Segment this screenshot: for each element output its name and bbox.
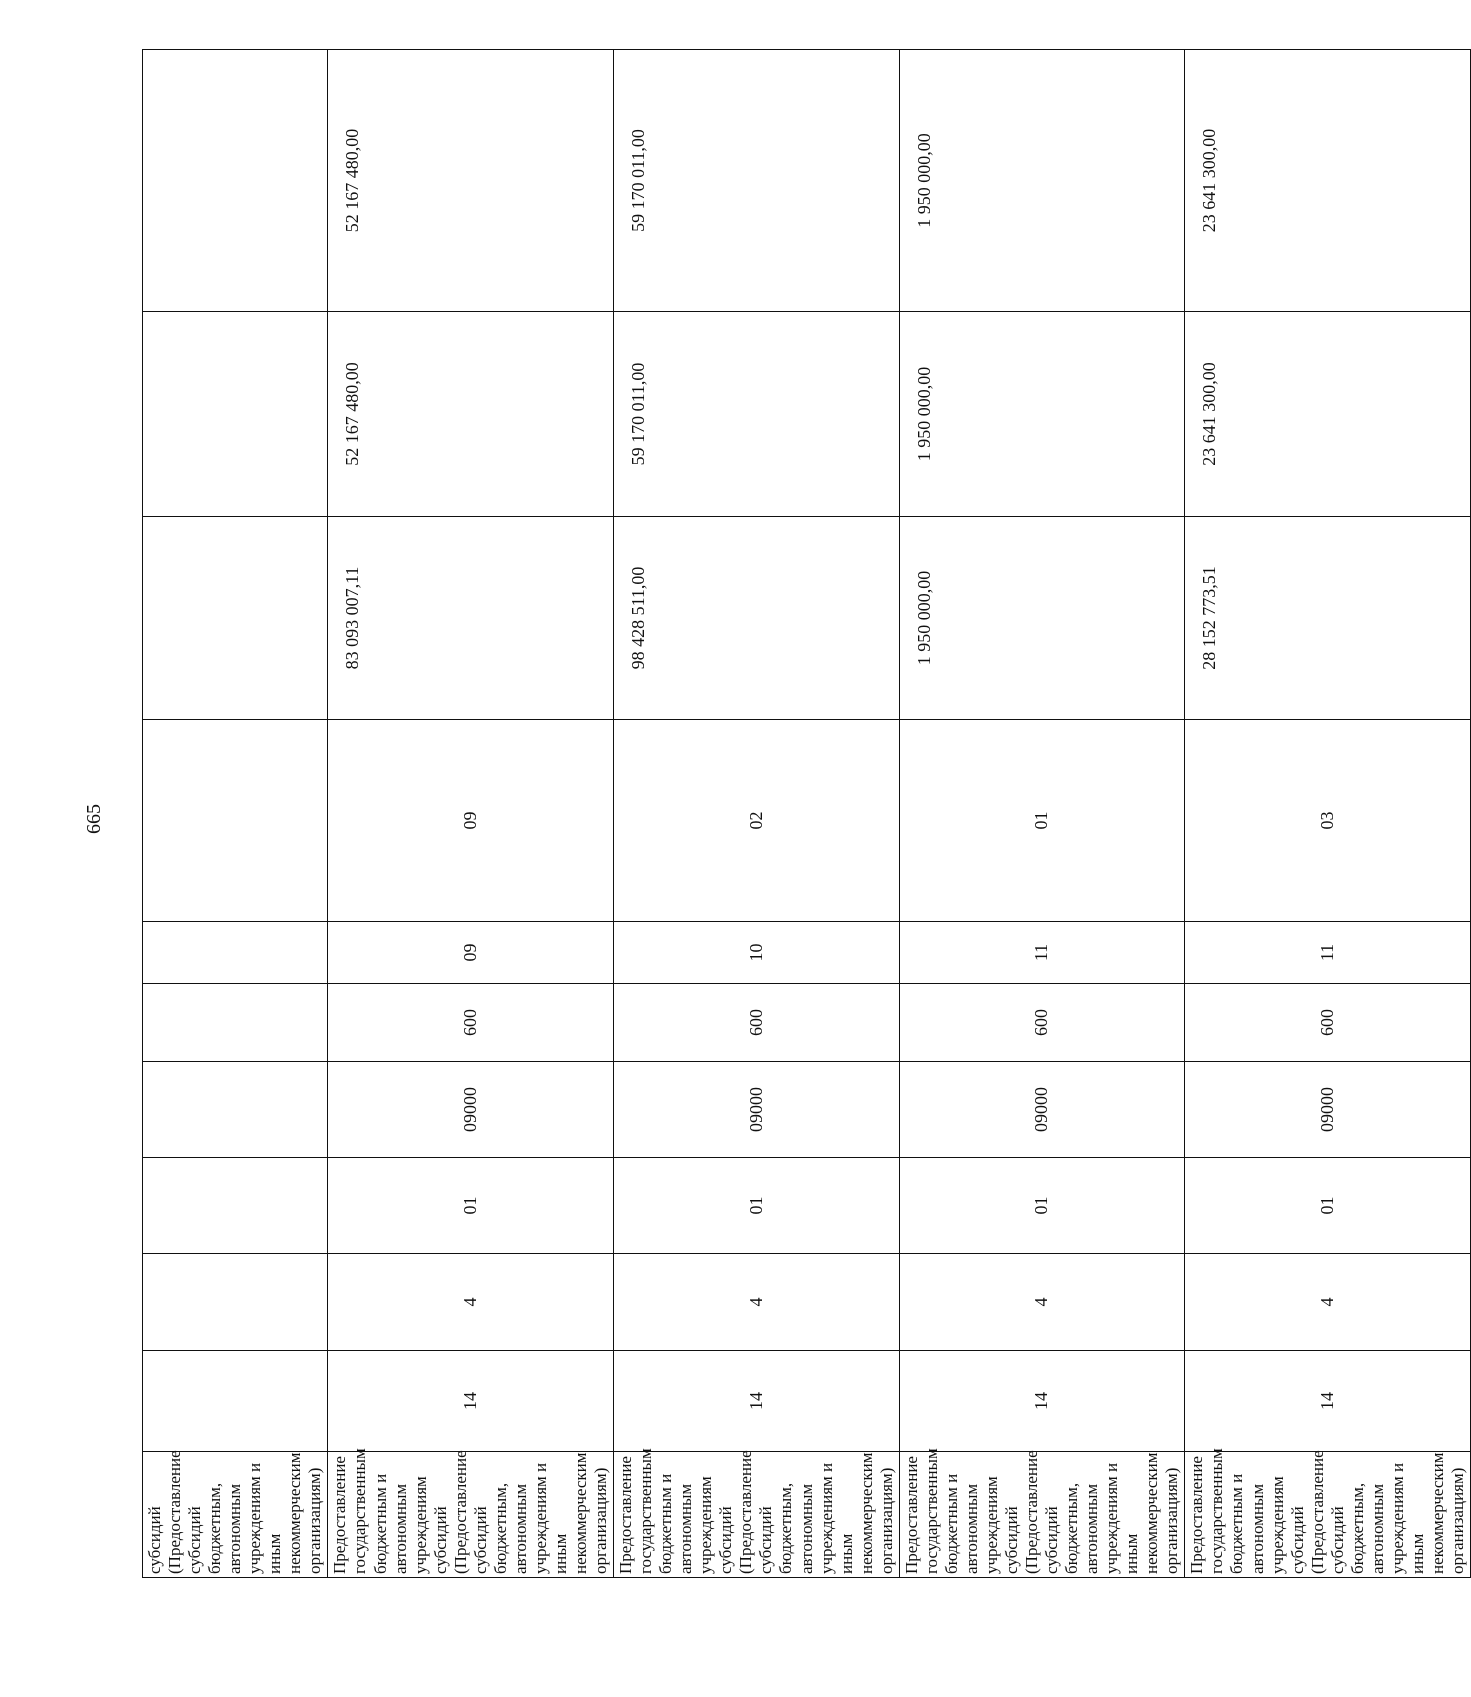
table-row (328, 50, 614, 1578)
cell-amount-2: 59 170 011,00 (614, 312, 900, 517)
cell-code-section: 14 (1185, 1351, 1471, 1452)
cell-code-expense-type: 600 (899, 984, 1185, 1062)
cell-amount-1 (143, 517, 328, 720)
cell-code-target (143, 1062, 328, 1158)
cell-code-section: 14 (328, 1351, 614, 1452)
cell-code-target: 09000 (899, 1062, 1185, 1158)
table-row (614, 50, 900, 1578)
cell-code-chapter (143, 922, 328, 984)
cell-amount-2 (143, 312, 328, 517)
cell-code-program: 01 (1185, 1158, 1471, 1254)
cell-code-chapter: 11 (899, 922, 1185, 984)
cell-amount-2: 23 641 300,00 (1185, 312, 1471, 517)
cell-code-subsection: 4 (614, 1254, 900, 1351)
cell-amount-1: 83 093 007,11 (328, 517, 614, 720)
table-row (143, 50, 328, 1578)
page-number: 665 (83, 804, 105, 834)
cell-description: Предоставление государственным бюджетным и автономным учреждениям субсидий (Предоставление субсидий бюджетным, автономным учреждениям и иным некоммерческим организациям) (1185, 1452, 1471, 1578)
cell-code-target: 09000 (1185, 1062, 1471, 1158)
cell-amount-1: 98 428 511,00 (614, 517, 900, 720)
cell-code-program: 01 (899, 1158, 1185, 1254)
cell-code-expense-type: 600 (328, 984, 614, 1062)
cell-code-program: 01 (614, 1158, 900, 1254)
cell-code-chapter: 09 (328, 922, 614, 984)
cell-code-section: 14 (614, 1351, 900, 1452)
cell-amount-1: 28 152 773,51 (1185, 517, 1471, 720)
cell-code-subsection (143, 1254, 328, 1351)
cell-code-program: 01 (328, 1158, 614, 1254)
cell-code-target: 09000 (614, 1062, 900, 1158)
cell-code-subchapter: 09 (328, 720, 614, 922)
cell-code-subsection: 4 (899, 1254, 1185, 1351)
cell-amount-2: 1 950 000,00 (899, 312, 1185, 517)
cell-amount-3: 59 170 011,00 (614, 50, 900, 312)
cell-description: Предоставление государственным бюджетным и автономным учреждениям субсидий (Предоставление субсидий бюджетным, автономным учреждениям и иным некоммерческим организациям) (614, 1452, 900, 1578)
cell-description: Предоставление государственным бюджетным и автономным учреждениям субсидий (Предоставление субсидий бюджетным, автономным учреждениям и иным некоммерческим организациям) (899, 1452, 1185, 1578)
cell-code-section (143, 1351, 328, 1452)
cell-amount-3 (143, 50, 328, 312)
cell-code-expense-type: 600 (1185, 984, 1471, 1062)
cell-code-expense-type: 600 (614, 984, 900, 1062)
cell-amount-3: 52 167 480,00 (328, 50, 614, 312)
cell-amount-3: 1 950 000,00 (899, 50, 1185, 312)
cell-amount-2: 52 167 480,00 (328, 312, 614, 517)
cell-amount-1: 1 950 000,00 (899, 517, 1185, 720)
cell-code-chapter: 10 (614, 922, 900, 984)
cell-amount-3: 23 641 300,00 (1185, 50, 1471, 312)
cell-code-subsection: 4 (1185, 1254, 1471, 1351)
cell-code-program (143, 1158, 328, 1254)
cell-code-chapter: 11 (1185, 922, 1471, 984)
cell-code-subchapter (143, 720, 328, 922)
budget-table (142, 49, 1471, 1578)
cell-description: Предоставление государственным бюджетным и автономным учреждениям субсидий (Предоставление субсидий бюджетным, автономным учреждениям и иным некоммерческим организациям) (328, 1452, 614, 1578)
cell-code-target: 09000 (328, 1062, 614, 1158)
table-row (1185, 50, 1471, 1578)
cell-description: субсидий (Предоставление субсидий бюджетным, автономным учреждениям и иным некоммерческим организациям) (143, 1452, 328, 1578)
cell-code-section: 14 (899, 1351, 1185, 1452)
cell-code-subchapter: 01 (899, 720, 1185, 922)
cell-code-expense-type (143, 984, 328, 1062)
cell-code-subsection: 4 (328, 1254, 614, 1351)
table-row (899, 50, 1185, 1578)
budget-table-container (142, 50, 1467, 1578)
cell-code-subchapter: 02 (614, 720, 900, 922)
cell-code-subchapter: 03 (1185, 720, 1471, 922)
